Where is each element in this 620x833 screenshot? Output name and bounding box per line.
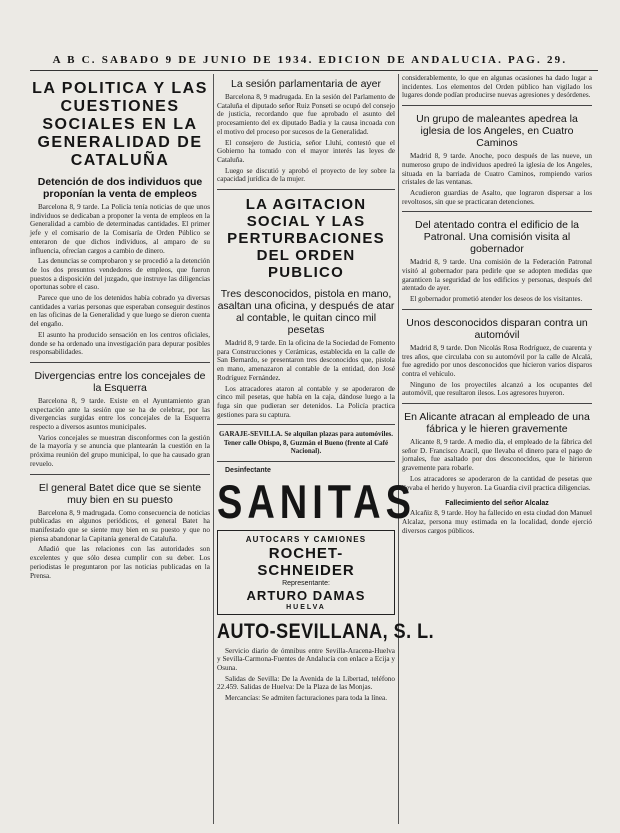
col1-story3-title: El general Batet dice que se siente muy bien en su puesto xyxy=(38,481,202,506)
sanitas-brand: SANITAS xyxy=(217,476,416,529)
rochet-schneider-ad xyxy=(217,530,395,615)
garage-ad: GARAJE-SEVILLA. Se alquilan plazas para automóviles. Tener calle Obispo, 8, Guzmán el Bueno (frente al Café Nacional). xyxy=(218,430,394,456)
col3-story5-para: Alcañiz 8, 9 tarde. Hoy ha fallecido en esta ciudad don Manuel Alcalaz, persona muy estimada en la localidad, donde ejerció diversos cargos públicos. xyxy=(402,509,592,535)
col1-story1-title: Detención de dos individuos que proponían la venta de empleos xyxy=(37,176,203,200)
col3-story3-para: Madrid 8, 9 tarde. Don Nicolás Rosa Rodríguez, de cuarenta y tres años, que circulaba con su automóvil por la calle de Alcalá, fue agredido por unos desconocidos que hicieron varios disparos contra el vehículo. xyxy=(402,343,592,378)
col2-story1-para: El consejero de Justicia, señor Lluhí, contestó que el Gobierno ha tomado con el mayor interés las leyes de Cataluña. xyxy=(217,138,395,164)
rochet-ad-title: AUTOCARS Y CAMIONES xyxy=(245,534,367,544)
sanitas-label: Desinfectante xyxy=(225,466,271,474)
divider xyxy=(402,309,592,310)
auto-sevillana-para: Salidas de Sevilla: De la Avenida de la Libertad, teléfono 22.459. Salidas de Huelva: De la Plaza de las Monjas. xyxy=(217,674,395,692)
col3-story1-para: Acudieron guardias de Asalto, que lograron dispersar a los revoltosos, sin que se practicaran detenciones. xyxy=(402,188,592,206)
col1-story3-para: Añadió que las relaciones con las autoridades son excelentes y que sólo desea cumplir con su deber. Los periodistas le preguntaron por las noticias publicadas en la Prensa. xyxy=(30,545,210,580)
col3-story4-para: Los atracadores se apoderaron de la cantidad de pesetas que llevaba el herido y huyeron. La Guardia civil practica diligencias. xyxy=(402,474,592,492)
rochet-ad-name: ARTURO DAMAS xyxy=(246,587,366,603)
col3-continued-para: considerablemente, lo que en algunas ocasiones ha dado lugar a incidentes. Los elementos del Orden público han vigilado los lugares donde podían producirse nuevas agresiones y desórdenes. xyxy=(402,74,592,100)
col2-story2-title: Tres desconocidos, pistola en mano, asaltan una oficina, y después de atar al contable, le quitan cinco mil pesetas xyxy=(217,288,395,337)
masthead-rule xyxy=(30,70,598,71)
column-rule-2 xyxy=(398,74,399,824)
col1-story2-para: Barcelona 8, 9 tarde. Existe en el Ayuntamiento gran expectación ante la sesión que se ha de celebrar, por las divergencias surgidas entre los concejales de la Esquerra respecto a diversos asuntos municipales. xyxy=(30,396,210,432)
divider xyxy=(402,105,592,106)
divider xyxy=(402,211,592,212)
col3-story3-para: Ninguno de los proyectiles alcanzó a los ocupantes del automóvil, que resultaron ilesos. Los agresores huyeron. xyxy=(402,380,592,398)
col1-story2-para: Varios concejales se muestran disconformes con la gestión de la mayoría y se anuncia que plantearán la cuestión en la próxima reunión del grupo municipal, lo que ha causado gran revuelo. xyxy=(30,433,210,468)
divider xyxy=(30,474,210,475)
col3-story2-para: El gobernador prometió atender los deseos de los visitantes. xyxy=(410,295,583,304)
col3-story4-para: Alicante 8, 9 tarde. A medio día, el empleado de la fábrica del señor D. Francisco Aracil, que llevaba el dinero para el pago de jornales, fue asaltado por dos desconocidos, que le hirieron gravemente para robarle. xyxy=(402,438,592,473)
masthead: A B C. SABADO 9 DE JUNIO DE 1934. EDICION DE ANDALUCIA. PAG. 29. xyxy=(52,54,568,66)
col2-story1-title: La sesión parlamentaria de ayer xyxy=(230,78,381,90)
col3-story1-para: Madrid 8, 9 tarde. Anoche, poco después de las nueve, un numeroso grupo de individuos apedreó la iglesia de los Angeles, situada en la barriada de Cuatro Caminos, rompiendo varios cristales de las ventanas. xyxy=(402,152,592,187)
col1-story3-para: Barcelona 8, 9 madrugada. Como consecuencia de noticias publicadas en algunos periódicos, el general Batet ha manifestado que se siente muy bien en su puesto y que no piensa abandonar la Capitanía general de Cataluña. xyxy=(30,508,210,543)
divider xyxy=(217,461,395,462)
col2-headline: LA AGITACION SOCIAL Y LAS PERTURBACIONES DEL ORDEN PUBLICO xyxy=(227,196,385,282)
column-2 xyxy=(217,74,435,824)
col3-story3-title: Unos desconocidos disparan contra un automóvil xyxy=(406,316,588,341)
col1-story1-para: Barcelona 8, 9 tarde. La Policía tenía noticias de que unos individuos se dedicaban a proponer la venta de empleos en la Generalidad a cambio de determinadas cantidades. El primer jefe y el comisario de la Comisaría de Orden Público se enteraron de que dichos individuos, al amparo de su influencia, ofrecían cargos a cambio de dinero. xyxy=(30,203,210,255)
rochet-ad-rep: Representante: xyxy=(282,579,330,587)
col2-story2-para: Madrid 8, 9 tarde. En la oficina de la Sociedad de Fomento para Construcciones y Cerámicas, establecida en la calle de San Bernardo, se presentaron tres desconocidos que, pistola en mano, amenazaron al contable de la entidad, don José Rodríguez Fernández. xyxy=(217,339,395,382)
auto-sevillana-para: Servicio diario de ómnibus entre Sevilla-Aracena-Huelva y Sevilla-Carmona-Fuentes de Andalucía con enlace a Ecija y Osuna. xyxy=(217,646,395,672)
auto-sevillana-ad xyxy=(217,618,435,703)
col1-story2-title: Divergencias entre los concejales de la Esquerra xyxy=(34,369,206,394)
col3-story1-title: Un grupo de maleantes apedrea la iglesia de los Angeles, en Cuatro Caminos xyxy=(416,113,578,150)
rochet-ad-city: HUELVA xyxy=(286,603,326,611)
divider xyxy=(402,403,592,404)
rochet-ad-brand: ROCHET-SCHNEIDER xyxy=(257,544,355,579)
col1-headline: LA POLITICA Y LAS CUESTIONES SOCIALES EN LA GENERALIDAD DE CATALUÑA xyxy=(32,80,208,169)
col3-story5-title: Fallecimiento del señor Alcalaz xyxy=(445,500,549,508)
sanitas-ad xyxy=(217,466,416,529)
col2-story1-para: Barcelona 8, 9 madrugada. En la sesión del Parlamento de Cataluña el diputado señor Ruiz Ponseti se ocupó del consejo de justicia, recordando que fue aprobado el asunto del procesamiento del ex diputado Badia y la causa incoada con el motivo del proceso por sucesos de la Generalidad. xyxy=(217,93,395,136)
col3-story2-title: Del atentado contra el edificio de la Patronal. Una comisión visita al gobernador xyxy=(414,219,580,256)
col3-story4-title: En Alicante atracan al empleado de una fábrica y le hieren gravemente xyxy=(404,411,590,436)
divider xyxy=(217,189,395,190)
col3-story2-para: Madrid 8, 9 tarde. Una comisión de la Federación Patronal visitó al gobernador para pedirle que se adopten medidas que garanticen la seguridad de los edificios y personas, después del atentado de ayer. xyxy=(402,258,592,293)
col1-story1-para: Las denuncias se comprobaron y se procedió a la detención de los dos presuntos vendedores de empleos, que fueron puestos a disposición del juzgado, que instruye las diligencias oportunas sobre el caso. xyxy=(30,257,210,292)
divider xyxy=(30,362,210,363)
col1-story1-para: Parece que uno de los detenidos había cobrado ya diversas cantidades a varias personas que esperaban conseguir destinos en las oficinas de la Generalidad y que luego se dieron cuenta del engaño. xyxy=(30,294,210,329)
column-rule-1 xyxy=(213,74,214,824)
auto-sevillana-brand: AUTO-SEVILLANA, S. L. xyxy=(217,618,435,643)
column-3 xyxy=(402,74,592,824)
auto-sevillana-para: Mercancías: Se admiten facturaciones para toda la línea. xyxy=(225,694,388,703)
column-1 xyxy=(30,74,210,824)
col2-story2-para: Los atracadores ataron al contable y se apoderaron de cinco mil pesetas, que había en la caja, dándose luego a la fuga sin que pudieran ser detenidos. La Policía practica gestiones para su captura. xyxy=(217,384,395,419)
divider xyxy=(217,424,395,425)
col1-story1-para: El asunto ha producido sensación en los centros oficiales, donde se ha ordenado una investigación para depurar posibles responsabilidades. xyxy=(30,330,210,357)
col2-story1-para: Luego se discutió y aprobó el proyecto de ley sobre la capacidad jurídica de la mujer. xyxy=(217,166,395,184)
